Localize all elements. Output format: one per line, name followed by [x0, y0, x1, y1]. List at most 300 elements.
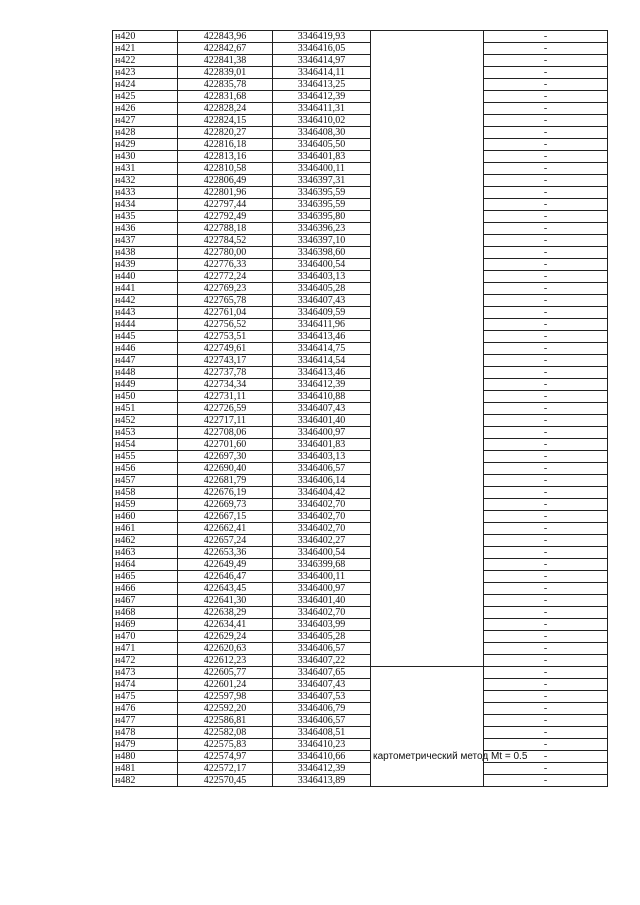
table-row — [113, 91, 608, 103]
table-row — [113, 223, 608, 235]
y-coordinate-cell: 3346402,70 — [273, 607, 371, 619]
point-name-cell: н473 — [113, 667, 178, 679]
table-row — [113, 691, 608, 703]
table-row — [113, 475, 608, 487]
y-coordinate-cell: 3346408,30 — [273, 127, 371, 139]
point-name-cell: н479 — [113, 739, 178, 751]
y-coordinate-cell: 3346407,43 — [273, 295, 371, 307]
error-cell: - — [484, 103, 608, 115]
error-cell: - — [484, 535, 608, 547]
point-name-cell: н440 — [113, 271, 178, 283]
x-coordinate-cell: 422784,52 — [178, 235, 273, 247]
point-name-cell: н478 — [113, 727, 178, 739]
point-name-cell: н456 — [113, 463, 178, 475]
x-coordinate-cell: 422835,78 — [178, 79, 273, 91]
y-coordinate-cell: 3346407,22 — [273, 655, 371, 667]
point-name-cell: н430 — [113, 151, 178, 163]
table-row — [113, 487, 608, 499]
x-coordinate-cell: 422806,49 — [178, 175, 273, 187]
point-name-cell: н428 — [113, 127, 178, 139]
table-row — [113, 391, 608, 403]
y-coordinate-cell: 3346400,11 — [273, 163, 371, 175]
y-coordinate-cell: 3346400,54 — [273, 259, 371, 271]
x-coordinate-cell: 422667,15 — [178, 511, 273, 523]
point-name-cell: н460 — [113, 511, 178, 523]
y-coordinate-cell: 3346412,39 — [273, 379, 371, 391]
x-coordinate-cell: 422681,79 — [178, 475, 273, 487]
table-row — [113, 31, 608, 43]
y-coordinate-cell: 3346403,13 — [273, 271, 371, 283]
error-cell: - — [484, 727, 608, 739]
method-cell-empty — [371, 31, 484, 667]
y-coordinate-cell: 3346411,31 — [273, 103, 371, 115]
point-name-cell: н447 — [113, 355, 178, 367]
x-coordinate-cell: 422662,41 — [178, 523, 273, 535]
point-name-cell: н454 — [113, 439, 178, 451]
point-name-cell: н431 — [113, 163, 178, 175]
error-cell: - — [484, 607, 608, 619]
y-coordinate-cell: 3346412,39 — [273, 763, 371, 775]
point-name-cell: н481 — [113, 763, 178, 775]
x-coordinate-cell: 422831,68 — [178, 91, 273, 103]
x-coordinate-cell: 422734,34 — [178, 379, 273, 391]
y-coordinate-cell: 3346406,14 — [273, 475, 371, 487]
point-name-cell: н451 — [113, 403, 178, 415]
x-coordinate-cell: 422731,11 — [178, 391, 273, 403]
point-name-cell: н450 — [113, 391, 178, 403]
error-cell: - — [484, 571, 608, 583]
table-row — [113, 151, 608, 163]
y-coordinate-cell: 3346396,23 — [273, 223, 371, 235]
point-name-cell: н438 — [113, 247, 178, 259]
point-name-cell: н435 — [113, 211, 178, 223]
point-name-cell: н462 — [113, 535, 178, 547]
table-row — [113, 139, 608, 151]
point-name-cell: н480 — [113, 751, 178, 763]
x-coordinate-cell: 422843,96 — [178, 31, 273, 43]
x-coordinate-cell: 422841,38 — [178, 55, 273, 67]
x-coordinate-cell: 422839,01 — [178, 67, 273, 79]
table-row — [113, 751, 608, 763]
point-name-cell: н432 — [113, 175, 178, 187]
table-row — [113, 427, 608, 439]
x-coordinate-cell: 422657,24 — [178, 535, 273, 547]
error-cell: - — [484, 715, 608, 727]
error-cell: - — [484, 583, 608, 595]
x-coordinate-cell: 422828,24 — [178, 103, 273, 115]
point-name-cell: н468 — [113, 607, 178, 619]
table-row — [113, 655, 608, 667]
error-cell: - — [484, 67, 608, 79]
x-coordinate-cell: 422737,78 — [178, 367, 273, 379]
point-name-cell: н449 — [113, 379, 178, 391]
point-name-cell: н421 — [113, 43, 178, 55]
x-coordinate-cell: 422669,73 — [178, 499, 273, 511]
y-coordinate-cell: 3346414,11 — [273, 67, 371, 79]
table-row — [113, 607, 608, 619]
x-coordinate-cell: 422634,41 — [178, 619, 273, 631]
point-name-cell: н439 — [113, 259, 178, 271]
x-coordinate-cell: 422761,04 — [178, 307, 273, 319]
coordinates-table — [112, 30, 608, 787]
coordinates-table-body — [113, 31, 608, 787]
x-coordinate-cell: 422816,18 — [178, 139, 273, 151]
table-row — [113, 739, 608, 751]
x-coordinate-cell: 422586,81 — [178, 715, 273, 727]
table-row — [113, 355, 608, 367]
point-name-cell: н467 — [113, 595, 178, 607]
y-coordinate-cell: 3346395,80 — [273, 211, 371, 223]
method-cell — [371, 667, 528, 787]
error-cell: - — [484, 175, 608, 187]
table-row — [113, 115, 608, 127]
table-row — [113, 571, 608, 583]
point-name-cell: н464 — [113, 559, 178, 571]
point-name-cell: н461 — [113, 523, 178, 535]
error-cell: - — [484, 763, 608, 775]
error-cell: - — [484, 427, 608, 439]
error-cell: - — [484, 643, 608, 655]
x-coordinate-cell: 422638,29 — [178, 607, 273, 619]
point-name-cell: н465 — [113, 571, 178, 583]
error-cell: - — [484, 295, 608, 307]
x-coordinate-cell: 422810,58 — [178, 163, 273, 175]
x-coordinate-cell: 422743,17 — [178, 355, 273, 367]
x-coordinate-cell: 422605,77 — [178, 667, 273, 679]
point-name-cell: н429 — [113, 139, 178, 151]
error-cell: - — [484, 487, 608, 499]
x-coordinate-cell: 422726,59 — [178, 403, 273, 415]
y-coordinate-cell: 3346410,23 — [273, 739, 371, 751]
table-row — [113, 271, 608, 283]
point-name-cell: н444 — [113, 319, 178, 331]
table-row — [113, 55, 608, 67]
y-coordinate-cell: 3346419,93 — [273, 31, 371, 43]
point-name-cell: н475 — [113, 691, 178, 703]
table-row — [113, 199, 608, 211]
point-name-cell: н472 — [113, 655, 178, 667]
y-coordinate-cell: 3346395,59 — [273, 199, 371, 211]
y-coordinate-cell: 3346402,27 — [273, 535, 371, 547]
error-cell: - — [484, 655, 608, 667]
y-coordinate-cell: 3346404,42 — [273, 487, 371, 499]
error-cell: - — [484, 379, 608, 391]
y-coordinate-cell: 3346401,83 — [273, 439, 371, 451]
error-cell: - — [484, 679, 608, 691]
x-coordinate-cell: 422769,23 — [178, 283, 273, 295]
table-row — [113, 235, 608, 247]
table-row — [113, 631, 608, 643]
table-row — [113, 703, 608, 715]
y-coordinate-cell: 3346406,57 — [273, 715, 371, 727]
x-coordinate-cell: 422753,51 — [178, 331, 273, 343]
error-cell: - — [484, 31, 608, 43]
x-coordinate-cell: 422597,98 — [178, 691, 273, 703]
error-cell: - — [484, 511, 608, 523]
x-coordinate-cell: 422797,44 — [178, 199, 273, 211]
point-name-cell: н446 — [113, 343, 178, 355]
error-cell: - — [484, 139, 608, 151]
y-coordinate-cell: 3346413,46 — [273, 331, 371, 343]
error-cell: - — [484, 475, 608, 487]
table-row — [113, 175, 608, 187]
x-coordinate-cell: 422582,08 — [178, 727, 273, 739]
error-cell: - — [484, 283, 608, 295]
error-cell: - — [484, 415, 608, 427]
x-coordinate-cell: 422776,33 — [178, 259, 273, 271]
table-row — [113, 283, 608, 295]
table-row — [113, 511, 608, 523]
table-row — [113, 103, 608, 115]
table-row — [113, 583, 608, 595]
x-coordinate-cell: 422708,06 — [178, 427, 273, 439]
error-cell: - — [484, 775, 608, 787]
y-coordinate-cell: 3346405,28 — [273, 631, 371, 643]
point-name-cell: н474 — [113, 679, 178, 691]
y-coordinate-cell: 3346395,59 — [273, 187, 371, 199]
table-row — [113, 259, 608, 271]
error-cell: - — [484, 91, 608, 103]
x-coordinate-cell: 422772,24 — [178, 271, 273, 283]
y-coordinate-cell: 3346407,65 — [273, 667, 371, 679]
error-cell: - — [484, 199, 608, 211]
error-cell: - — [484, 115, 608, 127]
table-row — [113, 187, 608, 199]
x-coordinate-cell: 422780,00 — [178, 247, 273, 259]
error-cell: - — [484, 127, 608, 139]
table-row — [113, 367, 608, 379]
point-name-cell: н477 — [113, 715, 178, 727]
y-coordinate-cell: 3346406,57 — [273, 463, 371, 475]
y-coordinate-cell: 3346408,51 — [273, 727, 371, 739]
y-coordinate-cell: 3346410,66 — [273, 751, 371, 763]
x-coordinate-cell: 422792,49 — [178, 211, 273, 223]
point-name-cell: н425 — [113, 91, 178, 103]
point-name-cell: н427 — [113, 115, 178, 127]
y-coordinate-cell: 3346401,40 — [273, 595, 371, 607]
y-coordinate-cell: 3346407,43 — [273, 679, 371, 691]
point-name-cell: н433 — [113, 187, 178, 199]
point-name-cell: н443 — [113, 307, 178, 319]
point-name-cell: н426 — [113, 103, 178, 115]
x-coordinate-cell: 422643,45 — [178, 583, 273, 595]
error-cell: - — [484, 739, 608, 751]
y-coordinate-cell: 3346402,70 — [273, 511, 371, 523]
x-coordinate-cell: 422676,19 — [178, 487, 273, 499]
table-row — [113, 451, 608, 463]
error-cell: - — [484, 691, 608, 703]
y-coordinate-cell: 3346409,59 — [273, 307, 371, 319]
y-coordinate-cell: 3346413,25 — [273, 79, 371, 91]
x-coordinate-cell: 422697,30 — [178, 451, 273, 463]
x-coordinate-cell: 422601,24 — [178, 679, 273, 691]
error-cell: - — [484, 559, 608, 571]
x-coordinate-cell: 422641,30 — [178, 595, 273, 607]
error-cell: - — [484, 439, 608, 451]
method-note-text: картометрический метод Mt = 0.5 — [373, 751, 528, 762]
y-coordinate-cell: 3346414,75 — [273, 343, 371, 355]
error-cell: - — [484, 631, 608, 643]
y-coordinate-cell: 3346399,68 — [273, 559, 371, 571]
table-row — [113, 307, 608, 319]
point-name-cell: н422 — [113, 55, 178, 67]
table-row — [113, 163, 608, 175]
error-cell: - — [484, 151, 608, 163]
point-name-cell: н457 — [113, 475, 178, 487]
y-coordinate-cell: 3346413,46 — [273, 367, 371, 379]
table-row — [113, 127, 608, 139]
y-coordinate-cell: 3346416,05 — [273, 43, 371, 55]
y-coordinate-cell: 3346412,39 — [273, 91, 371, 103]
error-cell: - — [484, 367, 608, 379]
y-coordinate-cell: 3346402,70 — [273, 499, 371, 511]
y-coordinate-cell: 3346407,53 — [273, 691, 371, 703]
error-cell: - — [484, 211, 608, 223]
table-row — [113, 343, 608, 355]
error-cell: - — [484, 271, 608, 283]
table-row — [113, 403, 608, 415]
point-name-cell: н420 — [113, 31, 178, 43]
error-cell: - — [484, 703, 608, 715]
x-coordinate-cell: 422570,45 — [178, 775, 273, 787]
error-cell: - — [484, 499, 608, 511]
x-coordinate-cell: 422629,24 — [178, 631, 273, 643]
y-coordinate-cell: 3346402,70 — [273, 523, 371, 535]
y-coordinate-cell: 3346397,31 — [273, 175, 371, 187]
y-coordinate-cell: 3346400,11 — [273, 571, 371, 583]
point-name-cell: н448 — [113, 367, 178, 379]
point-name-cell: н452 — [113, 415, 178, 427]
x-coordinate-cell: 422824,15 — [178, 115, 273, 127]
x-coordinate-cell: 422749,61 — [178, 343, 273, 355]
error-cell: - — [484, 307, 608, 319]
x-coordinate-cell: 422592,20 — [178, 703, 273, 715]
error-cell: - — [484, 751, 608, 763]
error-cell: - — [484, 595, 608, 607]
y-coordinate-cell: 3346405,50 — [273, 139, 371, 151]
point-name-cell: н424 — [113, 79, 178, 91]
table-row — [113, 763, 608, 775]
x-coordinate-cell: 422646,47 — [178, 571, 273, 583]
point-name-cell: н469 — [113, 619, 178, 631]
x-coordinate-cell: 422813,16 — [178, 151, 273, 163]
error-cell: - — [484, 343, 608, 355]
point-name-cell: н436 — [113, 223, 178, 235]
point-name-cell: н453 — [113, 427, 178, 439]
error-cell: - — [484, 523, 608, 535]
error-cell: - — [484, 187, 608, 199]
x-coordinate-cell: 422820,27 — [178, 127, 273, 139]
y-coordinate-cell: 3346410,88 — [273, 391, 371, 403]
error-cell: - — [484, 547, 608, 559]
x-coordinate-cell: 422801,96 — [178, 187, 273, 199]
x-coordinate-cell: 422690,40 — [178, 463, 273, 475]
table-row — [113, 439, 608, 451]
x-coordinate-cell: 422765,78 — [178, 295, 273, 307]
table-row — [113, 535, 608, 547]
table-row — [113, 247, 608, 259]
x-coordinate-cell: 422572,17 — [178, 763, 273, 775]
table-row — [113, 463, 608, 475]
table-row — [113, 523, 608, 535]
error-cell: - — [484, 331, 608, 343]
error-cell: - — [484, 667, 608, 679]
x-coordinate-cell: 422612,23 — [178, 655, 273, 667]
table-row — [113, 331, 608, 343]
point-name-cell: н476 — [113, 703, 178, 715]
error-cell: - — [484, 319, 608, 331]
y-coordinate-cell: 3346414,97 — [273, 55, 371, 67]
error-cell: - — [484, 355, 608, 367]
point-name-cell: н455 — [113, 451, 178, 463]
table-row — [113, 667, 608, 679]
y-coordinate-cell: 3346400,97 — [273, 583, 371, 595]
error-cell: - — [484, 223, 608, 235]
table-row — [113, 67, 608, 79]
x-coordinate-cell: 422574,97 — [178, 751, 273, 763]
y-coordinate-cell: 3346406,57 — [273, 643, 371, 655]
point-name-cell: н470 — [113, 631, 178, 643]
error-cell: - — [484, 463, 608, 475]
table-row — [113, 79, 608, 91]
y-coordinate-cell: 3346414,54 — [273, 355, 371, 367]
y-coordinate-cell: 3346410,02 — [273, 115, 371, 127]
y-coordinate-cell: 3346400,54 — [273, 547, 371, 559]
error-cell: - — [484, 451, 608, 463]
table-row — [113, 295, 608, 307]
table-row — [113, 775, 608, 787]
table-row — [113, 715, 608, 727]
point-name-cell: н434 — [113, 199, 178, 211]
table-row — [113, 547, 608, 559]
y-coordinate-cell: 3346398,60 — [273, 247, 371, 259]
table-row — [113, 43, 608, 55]
error-cell: - — [484, 259, 608, 271]
error-cell: - — [484, 79, 608, 91]
error-cell: - — [484, 403, 608, 415]
point-name-cell: н442 — [113, 295, 178, 307]
error-cell: - — [484, 235, 608, 247]
point-name-cell: н463 — [113, 547, 178, 559]
x-coordinate-cell: 422717,11 — [178, 415, 273, 427]
table-row — [113, 211, 608, 223]
point-name-cell: н441 — [113, 283, 178, 295]
point-name-cell: н458 — [113, 487, 178, 499]
y-coordinate-cell: 3346405,28 — [273, 283, 371, 295]
x-coordinate-cell: 422842,67 — [178, 43, 273, 55]
point-name-cell: н471 — [113, 643, 178, 655]
point-name-cell: н423 — [113, 67, 178, 79]
table-row — [113, 319, 608, 331]
x-coordinate-cell: 422649,49 — [178, 559, 273, 571]
y-coordinate-cell: 3346406,79 — [273, 703, 371, 715]
table-row — [113, 679, 608, 691]
x-coordinate-cell: 422756,52 — [178, 319, 273, 331]
point-name-cell: н482 — [113, 775, 178, 787]
y-coordinate-cell: 3346411,96 — [273, 319, 371, 331]
x-coordinate-cell: 422701,60 — [178, 439, 273, 451]
y-coordinate-cell: 3346403,13 — [273, 451, 371, 463]
y-coordinate-cell: 3346400,97 — [273, 427, 371, 439]
point-name-cell: н445 — [113, 331, 178, 343]
error-cell: - — [484, 619, 608, 631]
point-name-cell: н466 — [113, 583, 178, 595]
x-coordinate-cell: 422620,63 — [178, 643, 273, 655]
table-row — [113, 499, 608, 511]
y-coordinate-cell: 3346413,89 — [273, 775, 371, 787]
y-coordinate-cell: 3346401,83 — [273, 151, 371, 163]
y-coordinate-cell: 3346401,40 — [273, 415, 371, 427]
